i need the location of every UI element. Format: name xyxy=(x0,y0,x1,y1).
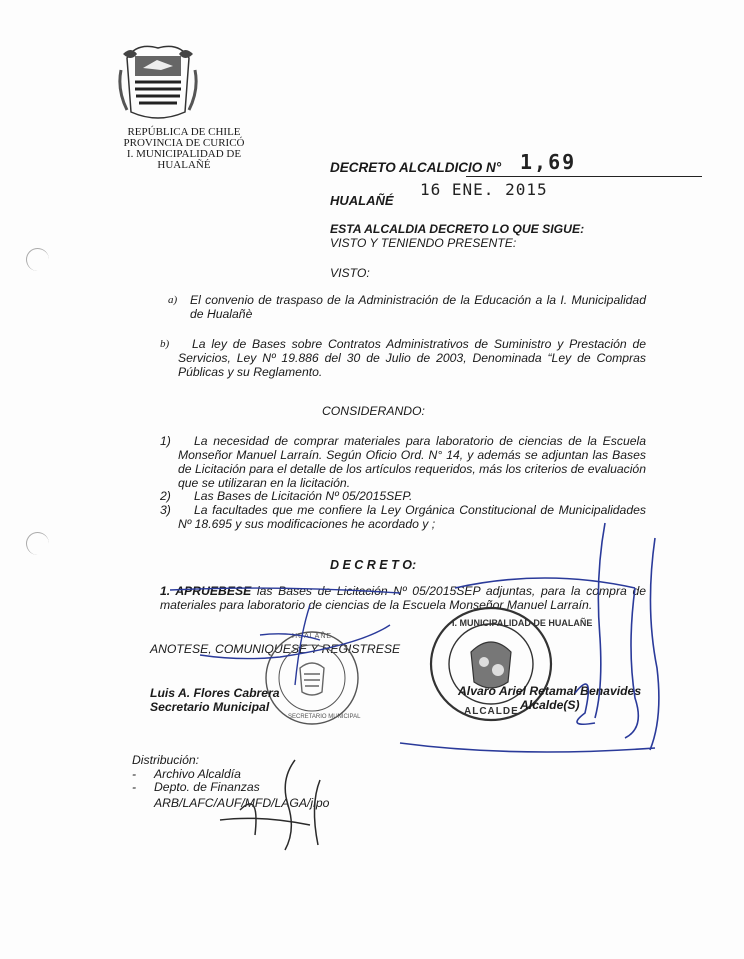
decree-intro-1: ESTA ALCALDIA DECRETO LO QUE SIGUE: xyxy=(330,222,585,236)
mayor-title: Alcalde(S) xyxy=(520,698,580,712)
mayor-stamp-bottom-text: ALCALDE xyxy=(464,706,519,717)
institution-header xyxy=(104,127,264,171)
secretary-stamp-bottom-text: SECRETARIO MUNICIPAL xyxy=(288,714,361,720)
distribution-item: - Archivo Alcaldía xyxy=(132,767,241,781)
secretary-title: Secretario Municipal xyxy=(150,700,270,714)
decreto-item-label: 1. APRUEBESE xyxy=(160,584,252,598)
header-municipality: I. MUNICIPALIDAD DE HUALAÑÉ xyxy=(126,148,242,171)
decree-date-stamp: 16 ENE. 2015 xyxy=(420,180,548,199)
considerando-marker-1: 1) xyxy=(160,434,171,448)
punch-hole-bottom xyxy=(26,532,49,555)
visto-item-b: La ley de Bases sobre Contratos Administrativos de Suministro y Prestación de Servicios, Ley Nº 19.886 del 30 de Julio de 2003, Denominada “Ley de Compras Públicas y su Reglamento. xyxy=(178,337,646,379)
decree-intro-2: VISTO Y TENIENDO PRESENTE: xyxy=(330,236,517,250)
secretary-stamp-top-text: HUALAÑE xyxy=(292,633,333,640)
considerando-item-2: Las Bases de Licitación Nº 05/2015SEP. xyxy=(194,489,413,503)
decree-city: HUALAÑÉ xyxy=(330,193,394,208)
mayor-signature xyxy=(395,518,670,768)
secretary-signature xyxy=(160,585,405,695)
punch-hole-top xyxy=(26,248,49,271)
distribution-initials: ARB/LAFC/AUF/MFD/LAGA/jlpo xyxy=(154,796,330,810)
decreto-item-text: las Bases de Licitación Nº 05/2015SEP adjuntas, para la compra de materiales para laboratorio de ciencias de la Escuela Monseñor Manuel Larraín. xyxy=(160,584,646,612)
decreto-heading: D E C R E T O: xyxy=(330,558,417,572)
distribution-item: - Depto. de Finanzas xyxy=(132,780,260,794)
decree-number: 1,69 xyxy=(520,150,577,174)
considerando-marker-3: 3) xyxy=(160,503,171,517)
visto-marker-a: a) xyxy=(168,294,178,306)
municipal-crest xyxy=(117,40,199,122)
considerando-item-3: La facultades que me confiere la Ley Orgánica Constitucional de Municipalidades Nº 18.695 y sus modificaciones he acordado y ; xyxy=(178,503,646,531)
mayor-stamp-top-text: I. MUNICIPALIDAD DE HUALAÑE xyxy=(452,618,593,628)
considerando-marker-2: 2) xyxy=(160,489,171,503)
header-province: PROVINCIA DE CURICÓ xyxy=(123,137,245,149)
distribution-item-text: Depto. de Finanzas xyxy=(154,780,260,794)
considerando-item-1: La necesidad de comprar materiales para laboratorio de ciencias de la Escuela Monseñor Manuel Larraín. Según Oficio Ord. N° 14, y además se adjuntan las Bases de Licitación para el detalle de los artículos requeridos, más los criterios de evaluación que se utilizaran en la licitación. xyxy=(178,434,646,490)
visto-marker-b: b) xyxy=(160,338,170,350)
mayor-name: Alvaro Ariel Retamal Benavides xyxy=(458,684,642,698)
distribution-item-text: Archivo Alcaldía xyxy=(154,767,241,781)
distribution-signature xyxy=(200,750,340,860)
decree-title: DECRETO ALCALDICIO N° xyxy=(330,160,502,175)
header-country: REPÚBLICA DE CHILE xyxy=(127,126,241,138)
visto-item-a: El convenio de traspaso de la Administración de la Educación a la I. Municipalidad de Hualañè xyxy=(190,293,646,321)
secretary-name: Luis A. Flores Cabrera xyxy=(150,686,280,700)
visto-heading: VISTO: xyxy=(330,266,370,280)
considerando-heading: CONSIDERANDO: xyxy=(322,404,425,418)
decree-number-underline xyxy=(466,176,702,177)
closing-line: ANOTESE, COMUNIQUESE Y REGISTRESE xyxy=(150,642,401,656)
distribution-heading: Distribución: xyxy=(132,753,200,767)
